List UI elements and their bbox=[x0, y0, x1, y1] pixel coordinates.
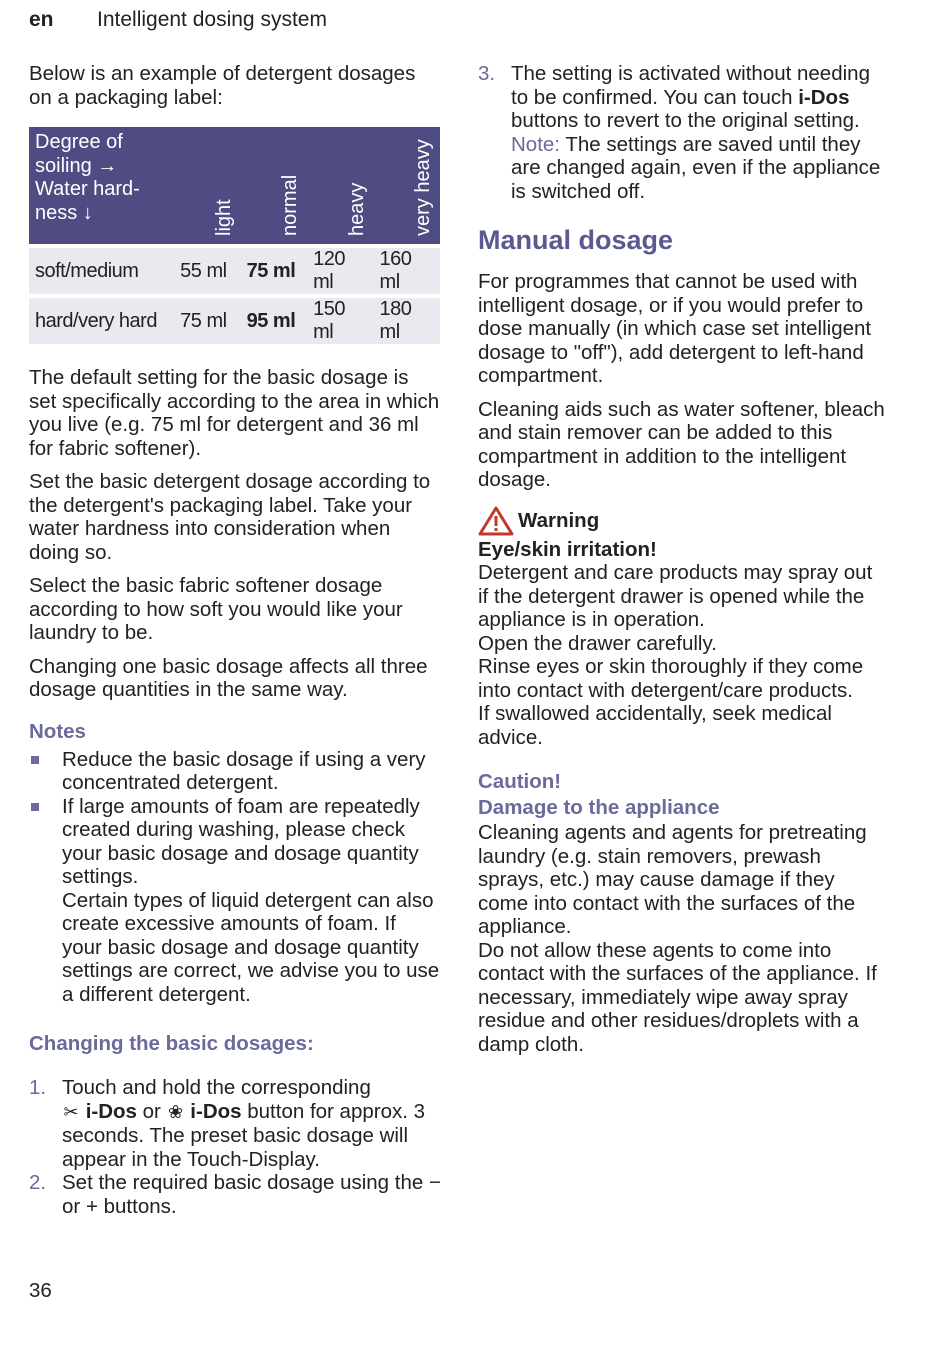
table-cell: 150 ml bbox=[307, 298, 373, 344]
list-item: If large amounts of foam are repeatedly created during washing, please check your basic dosage and dosage quantity settings. Certain types of liquid detergent can also create excessive amounts of foam. If your basic dosage and dosage quantity settings are correct, we advise you to use a different detergent. bbox=[29, 795, 441, 1007]
bullet-icon bbox=[31, 756, 39, 764]
paragraph: For programmes that cannot be used with intelligent dosage, or if you would prefer to dose manually (in which case set intelligent dosage to "off"), add detergent to left-hand compartment. bbox=[478, 270, 872, 387]
caution-text: Cleaning agents and agents for pretreating laundry (e.g. stain removers, prewash sprays, etc.) may cause damage if they come into contact with the surfaces of the appliance. bbox=[478, 821, 867, 938]
warning-text: Detergent and care products may spray out if the detergent drawer is opened while the appliance is in operation. bbox=[478, 561, 873, 631]
bullet-icon bbox=[31, 803, 39, 811]
note-label: Note: bbox=[511, 132, 560, 156]
minus-icon: − bbox=[428, 1171, 441, 1194]
warning-triangle-icon bbox=[478, 506, 514, 536]
steps-list-continued bbox=[478, 62, 888, 203]
table-corner-header: Degree of soiling → Water hard- ness ↓ bbox=[29, 127, 174, 244]
step-item: 2. Set the required basic dosage using the − or + buttons. bbox=[29, 1171, 441, 1218]
step-number: 2. bbox=[29, 1171, 47, 1194]
step-item: 3. The setting is activated without needing to be confirmed. You can touch i-Dos buttons to revert to the original setting. Note: The settings are saved until they are changed again, even if the appliance is switched off. bbox=[478, 62, 881, 203]
dosage-table bbox=[29, 123, 440, 348]
right-column bbox=[478, 62, 888, 1056]
column-header-heavy: heavy bbox=[307, 127, 373, 244]
steps-list bbox=[29, 1076, 441, 1218]
paragraph: Changing one basic dosage affects all three dosage quantities in the same way. bbox=[29, 654, 428, 701]
table-row bbox=[29, 248, 440, 294]
table-cell: 75 ml bbox=[241, 248, 307, 294]
note-text: The settings are saved until they are changed again, even if the appliance is switched off. bbox=[511, 132, 881, 203]
intro-paragraph: Below is an example of detergent dosages on a packaging label: bbox=[29, 62, 416, 109]
paragraph: Select the basic fabric softener dosage according to how soft you would like your laundry to be. bbox=[29, 574, 403, 644]
page-number: 36 bbox=[29, 1279, 52, 1302]
warning-heading: Warning bbox=[478, 506, 888, 536]
table-cell: 55 ml bbox=[174, 248, 240, 294]
caution-text: Do not allow these agents to come into contact with the surfaces of the appliance. If necessary, immediately wipe away spray residue and other residues/droplets with a damp cloth. bbox=[478, 938, 877, 1056]
plus-icon: + bbox=[85, 1194, 98, 1218]
row-label: soft/medium bbox=[29, 248, 174, 294]
column-header-normal: normal bbox=[241, 127, 307, 244]
left-column bbox=[29, 62, 441, 1218]
row-label: hard/very hard bbox=[29, 298, 174, 344]
table-cell: 120 ml bbox=[307, 248, 373, 294]
notes-heading: Notes bbox=[29, 719, 86, 743]
detergent-dosing-icon: ✂ bbox=[63, 1101, 79, 1122]
table-cell: 95 ml bbox=[241, 298, 307, 344]
column-header-light: light bbox=[174, 127, 240, 244]
softener-flower-icon: ❀ bbox=[168, 1101, 184, 1122]
table-cell: 160 ml bbox=[374, 248, 440, 294]
caution-heading: Caution! bbox=[478, 770, 562, 793]
caution-subtitle: Damage to the appliance bbox=[478, 796, 720, 819]
section-title: Intelligent dosing system bbox=[97, 8, 327, 31]
warning-text: If swallowed accidentally, seek medical advice. bbox=[478, 702, 832, 749]
table-header-row bbox=[29, 127, 440, 244]
manual-dosage-heading: Manual dosage bbox=[478, 225, 674, 255]
notes-list bbox=[29, 748, 441, 1007]
table-cell: 75 ml bbox=[174, 298, 240, 344]
changing-dosages-heading: Changing the basic dosages: bbox=[29, 1032, 314, 1055]
warning-text: Rinse eyes or skin thoroughly if they come into contact with detergent/care products. bbox=[478, 655, 864, 702]
list-item: Reduce the basic dosage if using a very concentrated detergent. bbox=[29, 748, 441, 795]
step-item: 1. Touch and hold the corresponding ✂ i-Dos or ❀ i-Dos button for approx. 3 seconds. The preset basic dosage will appear in the Touch-Display. bbox=[29, 1076, 426, 1171]
warning-subtitle: Eye/skin irritation! bbox=[478, 537, 657, 561]
column-header-very-heavy: very heavy bbox=[374, 127, 440, 244]
paragraph: Set the basic detergent dosage according to the detergent's packaging label. Take your water hardness into consideration when doing so. bbox=[29, 470, 431, 564]
table-row bbox=[29, 298, 440, 344]
language-code: en bbox=[29, 8, 54, 31]
warning-text: Open the drawer carefully. bbox=[478, 631, 717, 655]
paragraph: The default setting for the basic dosage is set specifically according to the area in which you live (e.g. 75 ml for detergent and 36 ml for fabric softener). bbox=[29, 366, 440, 460]
step-number: 3. bbox=[478, 62, 496, 85]
paragraph: Cleaning aids such as water softener, bleach and stain remover can be added to this compartment in addition to the intelligent dosage. bbox=[478, 397, 885, 491]
table-cell: 180 ml bbox=[374, 298, 440, 344]
page-header bbox=[29, 8, 327, 32]
step-number: 1. bbox=[29, 1076, 47, 1099]
